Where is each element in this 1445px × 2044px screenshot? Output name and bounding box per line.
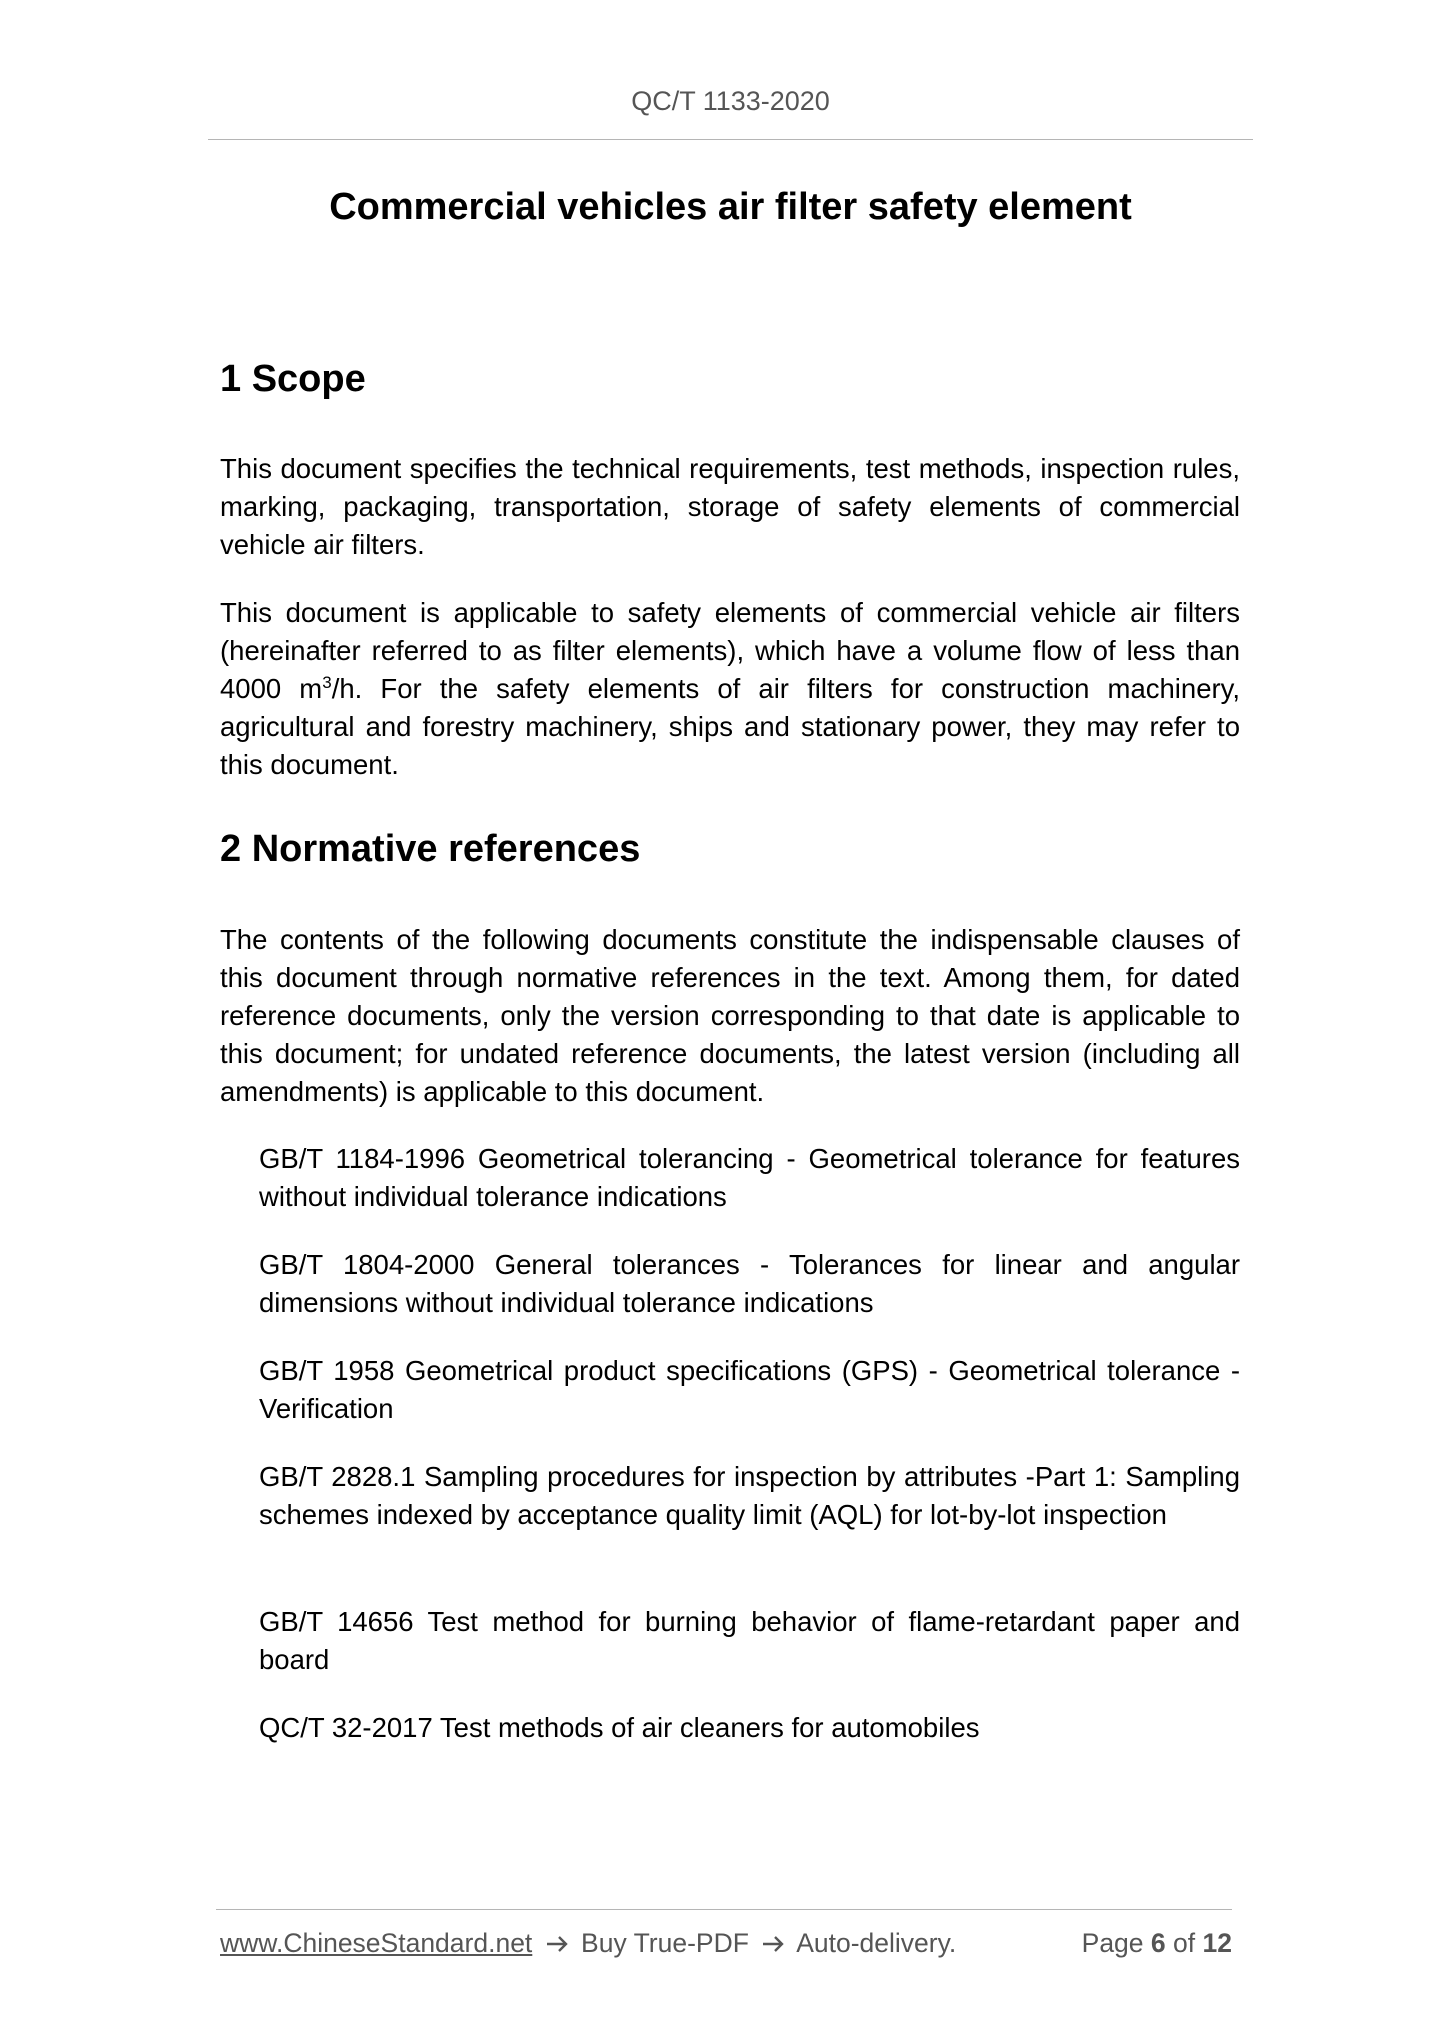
page-number <box>1082 1928 1232 1959</box>
page-header-code: QC/T 1133-2020 <box>631 86 830 116</box>
scope-paragraph-2-text-a: This document is applicable to safety elements of commercial vehicle air filters (hereinafter referred to as filter elements), which have a volume flow of less than 4000 m <box>220 597 1240 704</box>
scope-paragraph-2-text-b: /h. For the safety elements of air filters for construction machinery, agricultural and forestry machinery, ships and stationary power, they may refer to this document. <box>220 673 1240 780</box>
reference-code: GB/T 2828.1 <box>259 1461 416 1492</box>
reference-code: GB/T 1184-1996 <box>259 1143 466 1174</box>
reference-item <box>259 1603 1240 1679</box>
reference-item <box>259 1709 1240 1747</box>
page-footer <box>220 1928 1232 1959</box>
reference-item <box>259 1458 1240 1534</box>
reference-item <box>259 1140 1240 1216</box>
reference-title: Test methods of air cleaners for automobiles <box>439 1712 980 1743</box>
reference-title: Geometrical tolerancing - Geometrical tolerance for features without individual tolerance indications <box>259 1143 1240 1212</box>
page-total: 12 <box>1202 1928 1232 1958</box>
document-title: Commercial vehicles air filter safety element <box>329 186 1132 228</box>
normative-references-intro: The contents of the following documents constitute the indispensable clauses of this document through normative references in the text. Among them, for dated reference documents, only the version corresponding to that date is applicable to this document; for undated reference documents, the latest version (including all amendments) is applicable to this document. <box>220 924 1240 1107</box>
reference-title: Test method for burning behavior of flame-retardant paper and board <box>259 1606 1240 1675</box>
chinesestandard-link[interactable]: www.ChineseStandard.net <box>220 1928 533 1958</box>
page-of-label: of <box>1173 1928 1196 1958</box>
reference-code: GB/T 1958 <box>259 1355 395 1386</box>
superscript-3: 3 <box>322 672 332 692</box>
reference-item <box>259 1352 1240 1428</box>
reference-code: GB/T 1804-2000 <box>259 1249 475 1280</box>
page-label: Page <box>1081 1928 1144 1958</box>
reference-title: General tolerances - Tolerances for linear and angular dimensions without individual tolerance indications <box>259 1249 1241 1318</box>
section-heading-scope: 1 Scope <box>220 358 366 400</box>
header-divider <box>208 139 1253 140</box>
section-heading-normative-references: 2 Normative references <box>220 828 641 870</box>
right-arrow-icon <box>546 1935 570 1953</box>
buy-true-pdf-text: Buy True-PDF <box>581 1928 749 1958</box>
reference-item <box>259 1246 1240 1322</box>
reference-title: Sampling procedures for inspection by attributes -Part 1: Sampling schemes indexed by acceptance quality limit (AQL) for lot-by-lot inspection <box>259 1461 1240 1530</box>
scope-paragraph-1: This document specifies the technical requirements, test methods, inspection rules, marking, packaging, transportation, storage of safety elements of commercial vehicle air filters. <box>220 453 1240 560</box>
scope-paragraph-2 <box>220 594 1240 784</box>
reference-title: Geometrical product specifications (GPS) - Geometrical tolerance - Verification <box>259 1355 1241 1424</box>
reference-code: QC/T 32-2017 <box>259 1712 433 1743</box>
footer-divider <box>216 1909 1232 1910</box>
right-arrow-icon <box>762 1935 786 1953</box>
reference-code: GB/T 14656 <box>259 1606 414 1637</box>
page-current: 6 <box>1150 1928 1166 1958</box>
auto-delivery-text: Auto-delivery. <box>796 1928 957 1958</box>
